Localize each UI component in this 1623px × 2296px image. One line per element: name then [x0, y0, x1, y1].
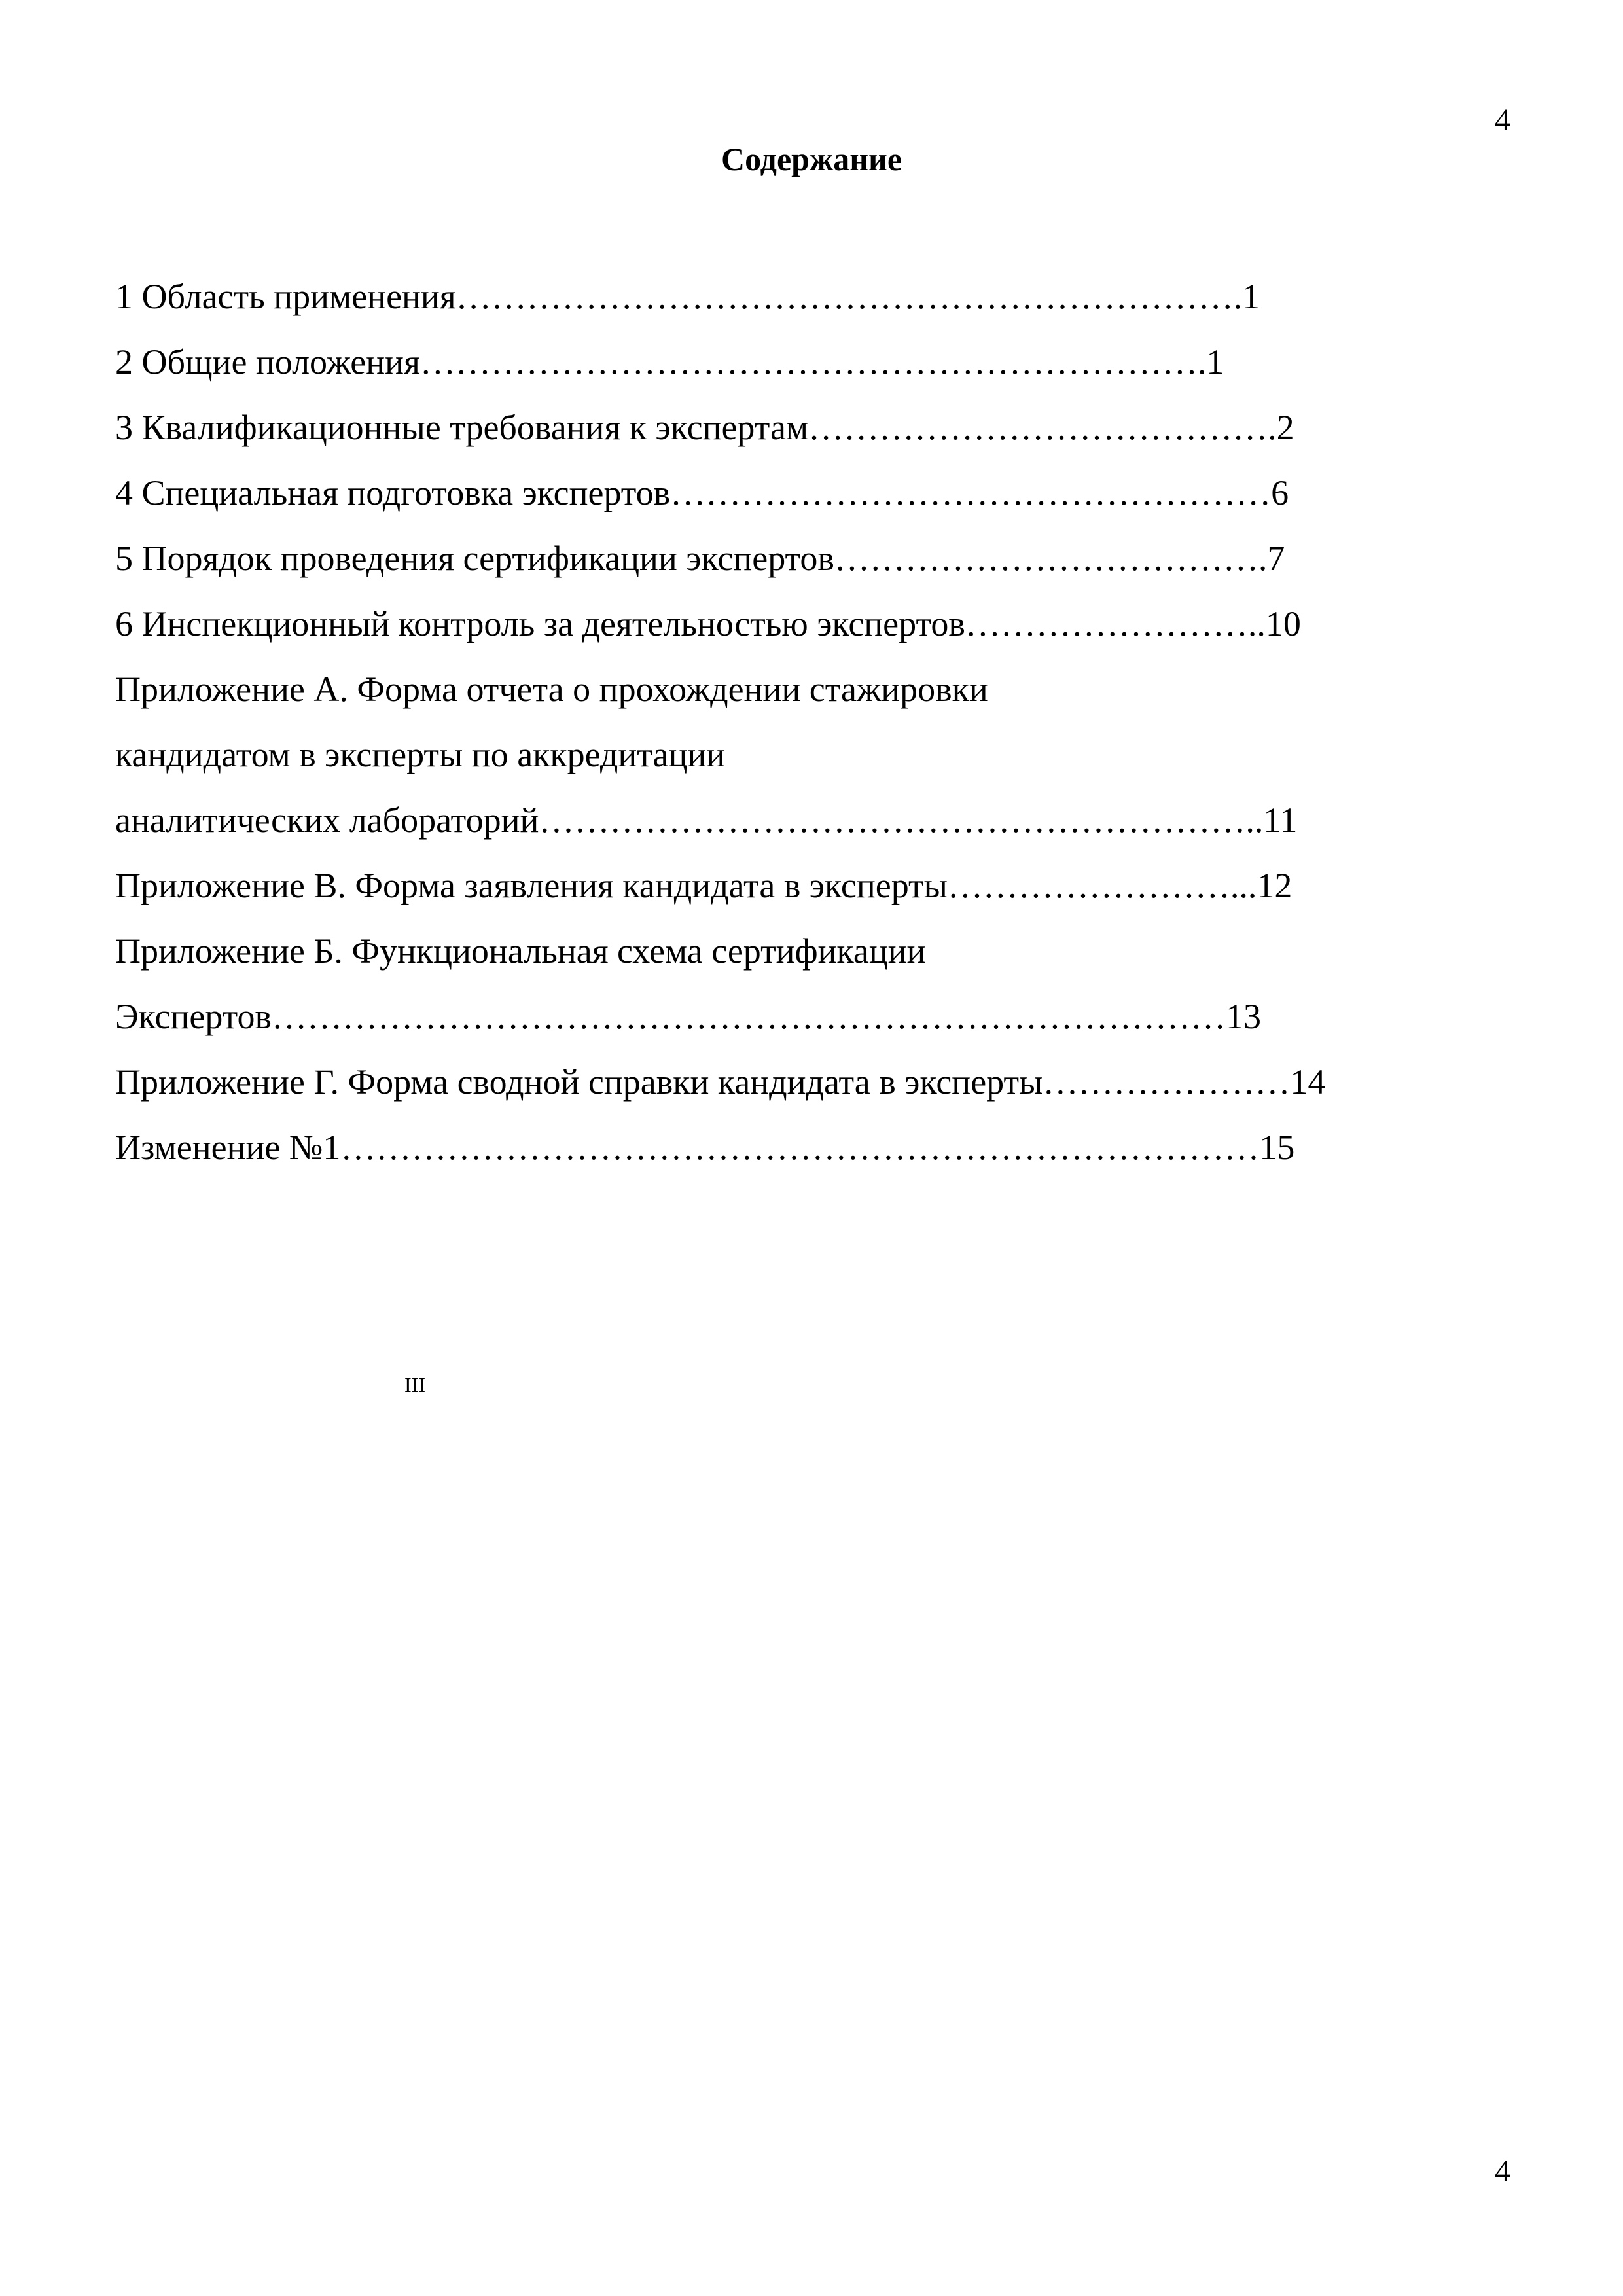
- toc-entry-scope[interactable]: 1 Область применения………………………………………………………….1: [115, 277, 1260, 316]
- toc-entry-appendix-v[interactable]: Приложение В. Форма заявления кандидата в эксперты……………………...12: [115, 866, 1293, 905]
- page-title: Содержание: [721, 141, 902, 177]
- page-number-bottom: 4: [1495, 2154, 1510, 2189]
- toc-entry-special-training[interactable]: 4 Специальная подготовка экспертов……………………………………………6: [115, 473, 1289, 512]
- toc-entry-inspection-control[interactable]: 6 Инспекционный контроль за деятельностью экспертов……………………..10: [115, 604, 1301, 643]
- roman-numeral-mark: III: [404, 1373, 425, 1397]
- toc-entry-appendix-a-line3[interactable]: аналитических лабораторий……………………………………………………..11: [115, 800, 1298, 840]
- toc-entry-qualification-requirements[interactable]: 3 Квалификационные требования к экспертам………………………………….2: [115, 408, 1294, 447]
- page-number-top: 4: [1495, 103, 1510, 137]
- toc-entry-appendix-g[interactable]: Приложение Г. Форма сводной справки кандидата в эксперты…………………14: [115, 1062, 1326, 1102]
- toc-entry-appendix-a-line1[interactable]: Приложение А. Форма отчета о прохождении стажировки: [115, 670, 988, 709]
- toc-entry-appendix-a-line2[interactable]: кандидатом в эксперты по аккредитации: [115, 735, 726, 774]
- toc-entry-appendix-b-line2[interactable]: Экспертов………………………………………………………………………13: [115, 997, 1262, 1036]
- toc-entry-amendment-1[interactable]: Изменение №1……………………………………………………………………15: [115, 1128, 1295, 1167]
- toc-entry-appendix-b-line1[interactable]: Приложение Б. Функциональная схема сертификации: [115, 931, 926, 971]
- toc-entry-certification-procedure[interactable]: 5 Порядок проведения сертификации экспертов……………………………….7: [115, 539, 1285, 578]
- toc-entry-general-provisions[interactable]: 2 Общие положения………………………………………………………….1: [115, 342, 1224, 382]
